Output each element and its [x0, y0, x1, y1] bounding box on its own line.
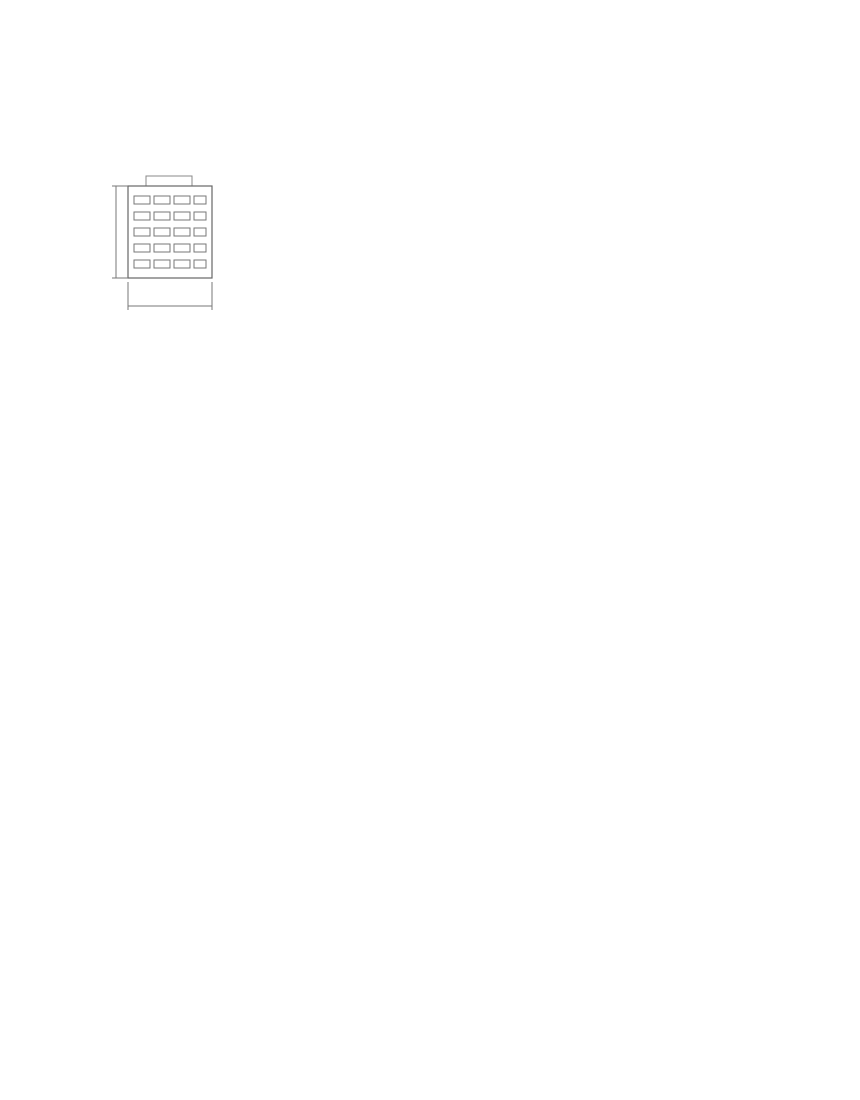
dimension-schematic [100, 172, 220, 312]
